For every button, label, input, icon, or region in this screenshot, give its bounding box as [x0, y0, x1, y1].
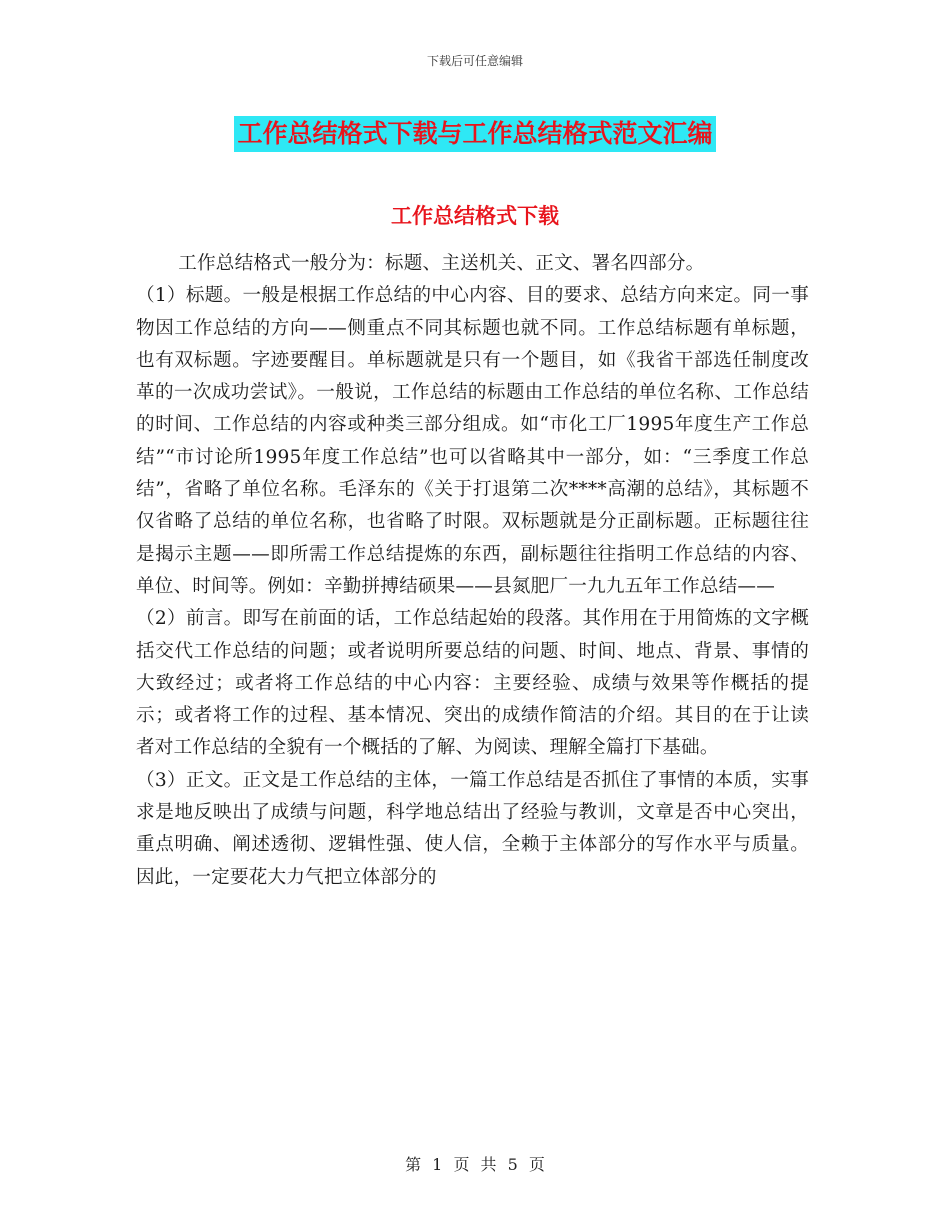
document-title-text: 工作总结格式下载与工作总结格式范文汇编 — [234, 116, 715, 152]
page-footer: 第 1 页 共 5 页 — [405, 1155, 545, 1174]
paragraph-title-section: （1）标题。一般是根据工作总结的中心内容、目的要求、总结方向来定。同一事物因工作总结的方向——侧重点不同其标题也就不同。工作总结标题有单标题，也有双标题。字迹要醒目。单标题就是只有一个题目，如《我省干部选任制度改革的一次成功尝试》。一般说，工作总结的标题由工作总结的单位名称、工作总结的时间、工作总结的内容或种类三部分组成。如“市化工厂1995年度生产工作总结”“市讨论所1995年度工作总结”也可以省略其中一部分，如：“三季度工作总结”，省略了单位名称。毛泽东的《关于打退第二次****高潮的总结》，其标题不仅省略了总结的单位名称，也省略了时限。双标题就是分正副标题。正标题往往是揭示主题——即所需工作总结提炼的东西，副标题往往指明工作总结的内容、单位、时间等。例如：辛勤拼搏结硕果——县氮肥厂一九九五年工作总结—— — [136, 285, 809, 597]
paragraph-preface-section: （2）前言。即写在前面的话，工作总结起始的段落。其作用在于用简炼的文字概括交代工作总结的问题；或者说明所要总结的问题、时间、地点、背景、事情的大致经过；或者将工作总结的中心内容：主要经验、成绩与效果等作概括的提示；或者将工作的过程、基本情况、突出的成绩作简洁的介绍。其目的在于让读者对工作总结的全貌有一个概括的了解、为阅读、理解全篇打下基础。 — [136, 608, 809, 759]
paragraph-intro: 工作总结格式一般分为：标题、主送机关、正文、署名四部分。 — [178, 253, 705, 274]
document-body — [136, 248, 809, 894]
section-title: 工作总结格式下载 — [391, 204, 559, 228]
header-note: 下载后可任意编辑 — [426, 54, 523, 68]
document-title — [0, 112, 950, 152]
paragraph-main-text-section: （3）正文。正文是工作总结的主体，一篇工作总结是否抓住了事情的本质，实事求是地反映出了成绩与问题，科学地总结出了经验与教训，文章是否中心突出，重点明确、阐述透彻、逻辑性强、使人信，全赖于主体部分的写作水平与质量。因此，一定要花大力气把立体部分的 — [136, 769, 809, 888]
